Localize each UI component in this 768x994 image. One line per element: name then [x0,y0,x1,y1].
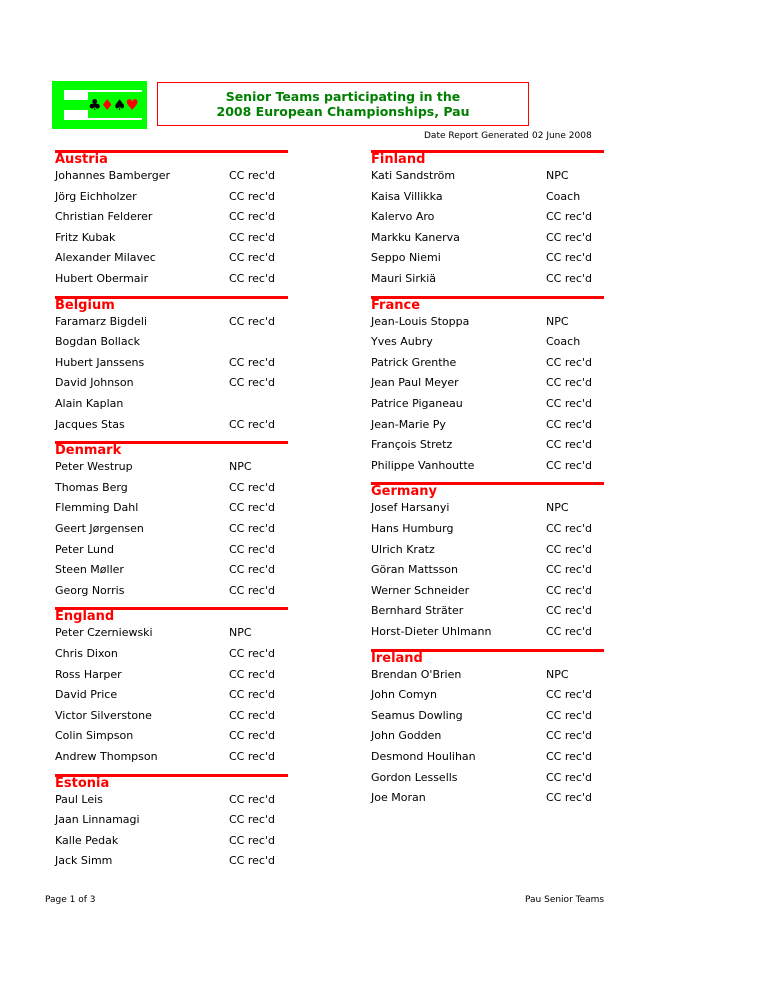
player-status: CC rec'd [229,210,275,224]
player-status: NPC [546,501,569,515]
player-name: John Godden [371,729,442,743]
player-status: NPC [546,169,569,182]
document-name: Pau Senior Teams [525,895,605,905]
player-name: Thomas Berg [55,480,128,494]
player-name: David Price [55,688,118,702]
player-status: NPC [229,626,252,640]
date-generated-value: 02 June 2008 [532,131,592,141]
spade-icon: ♠ [112,96,126,114]
player-name: Peter Czerniewski [55,626,153,640]
player-name: Christian Felderer [55,210,153,224]
title-line-2: 2008 European Championships, Pau [216,104,470,119]
player-status: Coach [546,335,581,349]
player-name: Steen Møller [55,563,124,577]
player-name: Philippe Vanhoutte [371,458,475,472]
player-name: Kaisa Villikka [371,189,443,203]
diamond-icon: ♦ [100,96,113,114]
player-status: CC rec'd [229,169,275,182]
player-name: Horst-Dieter Uhlmann [371,625,492,638]
player-status: CC rec'd [229,272,275,285]
player-name: Kalle Pedak [55,833,119,847]
player-status: CC rec'd [229,729,275,743]
country-heading-england: England [55,607,288,624]
player-name: Brendan O'Brien [371,667,462,681]
country-heading-finland: Finland [371,150,604,167]
player-status: CC rec'd [546,376,592,390]
player-status: CC rec'd [546,355,592,369]
player-status: CC rec'd [546,688,592,702]
player-status: CC rec'd [546,625,592,638]
player-name: Markku Kanerva [371,230,460,244]
player-name: Peter Westrup [55,460,133,474]
country-heading-denmark: Denmark [55,441,288,458]
player-status: CC rec'd [229,189,275,203]
player-name: Josef Harsanyi [371,501,450,515]
player-status: CC rec'd [229,813,275,827]
player-name: Kalervo Aro [371,210,435,224]
player-status: CC rec'd [229,522,275,535]
player-status: CC rec'd [546,729,592,743]
player-name: Hubert Janssens [55,355,145,369]
player-name: Johannes Bamberger [55,169,170,182]
player-status: Coach [546,189,581,203]
player-status: CC rec'd [546,750,592,763]
player-status: NPC [229,460,252,474]
title-line-1: Senior Teams participating in the [225,89,461,104]
player-status: CC rec'd [546,397,592,410]
player-status: CC rec'd [229,688,275,702]
player-status: CC rec'd [229,355,275,369]
player-status: CC rec'd [229,542,275,556]
player-name: Seamus Dowling [371,708,463,722]
player-status: CC rec'd [546,770,592,784]
player-name: Desmond Houlihan [371,750,476,763]
player-status: CC rec'd [229,417,275,431]
card-suits-logo [88,92,146,118]
player-status: CC rec'd [546,604,592,618]
player-name: Chris Dixon [55,647,118,660]
player-status: CC rec'd [229,314,275,328]
player-name: Paul Leis [55,792,103,806]
date-generated-label: Date Report Generated [424,131,529,141]
player-status: CC rec'd [546,230,592,244]
player-name: Gordon Lessells [371,770,458,784]
player-name: Hubert Obermair [55,272,149,285]
player-status: CC rec'd [229,376,275,390]
player-status: CC rec'd [229,792,275,806]
player-name: Jörg Eichholzer [55,189,137,203]
player-name: Seppo Niemi [371,251,441,265]
player-status: NPC [546,667,569,681]
player-status: CC rec'd [229,563,275,577]
player-name: Fritz Kubak [55,230,116,244]
player-name: Kati Sandström [371,169,456,182]
player-status: CC rec'd [546,251,592,265]
player-status: CC rec'd [546,522,592,535]
player-status: CC rec'd [229,251,275,265]
player-status: CC rec'd [546,458,592,472]
country-heading-ireland: Ireland [371,649,604,666]
country-heading-france: France [371,296,604,313]
player-name: Patrice Piganeau [371,397,463,410]
player-status: CC rec'd [229,647,275,660]
club-icon: ♣ [88,96,101,114]
heart-icon: ♥ [125,96,138,114]
player-name: Yves Aubry [371,335,433,349]
player-name: Jean-Marie Py [371,417,446,431]
country-heading-germany: Germany [371,482,604,499]
player-name: Joe Moran [371,791,426,805]
player-name: Werner Schneider [371,583,470,597]
player-name: Ross Harper [55,667,122,681]
player-status: CC rec'd [546,791,592,805]
page-number: Page 1 of 3 [45,895,96,905]
country-heading-belgium: Belgium [55,296,288,313]
player-name: Jacques Stas [55,417,125,431]
player-name: Colin Simpson [55,729,134,743]
player-name: John Comyn [371,688,438,702]
player-status: NPC [546,314,569,328]
player-status: CC rec'd [546,583,592,597]
player-status: CC rec'd [546,708,592,722]
player-name: Mauri Sirkiä [371,272,437,285]
player-status: CC rec'd [229,667,275,681]
player-name: Jean Paul Meyer [371,376,459,390]
report-title [157,82,529,126]
player-status: CC rec'd [546,563,592,577]
player-name: Faramarz Bigdeli [55,314,148,328]
player-status: CC rec'd [546,272,592,285]
player-name: Ulrich Kratz [371,542,435,556]
player-name: Peter Lund [55,542,114,556]
player-name: Alain Kaplan [55,397,124,410]
player-name: Flemming Dahl [55,501,139,515]
player-name: Andrew Thompson [55,750,158,763]
player-name: Geert Jørgensen [55,522,144,535]
player-status: CC rec'd [229,501,275,515]
logo [52,81,147,129]
player-status: CC rec'd [229,230,275,244]
player-name: Göran Mattsson [371,563,459,577]
player-status: CC rec'd [229,854,275,868]
player-name: Georg Norris [55,583,125,597]
player-status: CC rec'd [229,583,275,597]
player-status: CC rec'd [229,750,275,763]
player-name: Patrick Grenthe [371,355,457,369]
player-name: Bernhard Sträter [371,604,464,618]
player-status: CC rec'd [229,833,275,847]
player-name: David Johnson [55,376,134,390]
player-name: Bogdan Bollack [55,335,140,349]
player-status: CC rec'd [229,480,275,494]
player-status: CC rec'd [229,708,275,722]
player-status: CC rec'd [546,438,592,452]
player-status: CC rec'd [546,417,592,431]
player-name: Jack Simm [55,854,113,868]
player-status: CC rec'd [546,542,592,556]
player-name: Alexander Milavec [55,251,156,265]
player-status: CC rec'd [546,210,592,224]
country-heading-estonia: Estonia [55,774,288,791]
country-heading-austria: Austria [55,150,288,167]
player-name: François Stretz [371,438,453,452]
player-name: Jaan Linnamagi [55,813,140,827]
player-name: Hans Humburg [371,522,454,535]
player-name: Jean-Louis Stoppa [371,314,470,328]
player-name: Victor Silverstone [55,708,152,722]
